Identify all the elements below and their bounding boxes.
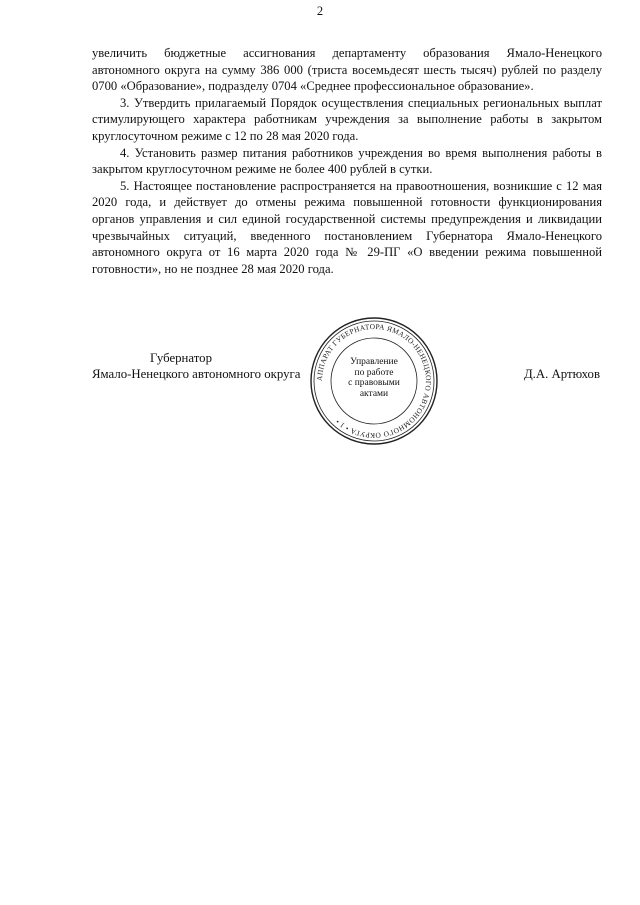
paragraph-continuation: увеличить бюджетные ассигнования департаменту образования Ямало-Ненецкого автономного округа на сумму 386 000 (триста восемьдесят шесть тысяч) рублей по разделу 0700 «Образование», подразделу 0704 «Среднее профессиональное образование».: [92, 46, 602, 94]
seal-center-line: по работе: [354, 367, 394, 378]
signature-title: Губернатор: [150, 351, 212, 365]
paragraph-item-4: 4. Установить размер питания работников учреждения во время выполнения работы в закрытом круглосуточном режиме не более 400 рублей в сутки.: [92, 145, 602, 177]
seal-center-line: Управление: [350, 357, 398, 367]
seal-center-line: актами: [359, 388, 389, 399]
paragraph-item-3: 3. Утвердить прилагаемый Порядок осуществления специальных региональных выплат стимулирующего характера работникам учреждения за выполнение работы в закрытом круглосуточном режиме с 12 по 28 мая 2020 года.: [92, 95, 602, 143]
seal-center-line: с правовыми: [348, 378, 400, 388]
paragraph-item-5: 5. Настоящее постановление распространяется на правоотношения, возникшие с 12 мая 2020 года, и действует до отмены режима повышенной готовности функционирования органов управления и сил единой государственной системы предупреждения и ликвидации чрезвычайных ситуаций, введенного постановлением Губернатора Ямало-Ненецкого автономного округа от 16 марта 2020 года № 29-ПГ «О введении режима повышенной готовности», но не позднее 28 мая 2020 года.: [92, 178, 602, 276]
signature-organization: Ямало-Ненецкого автономного округа: [92, 367, 301, 381]
seal-center-text: [339, 357, 409, 399]
page-number: 2: [316, 4, 324, 18]
signature-name: Д.А. Артюхов: [523, 367, 600, 381]
document-body: [92, 45, 602, 277]
seal-ring-text: АППАРАТ ГУБЕРНАТОРА ЯМАЛО-НЕНЕЦКОГО АВТОНОМНОГО ОКРУГА • 1 •: [314, 321, 434, 441]
